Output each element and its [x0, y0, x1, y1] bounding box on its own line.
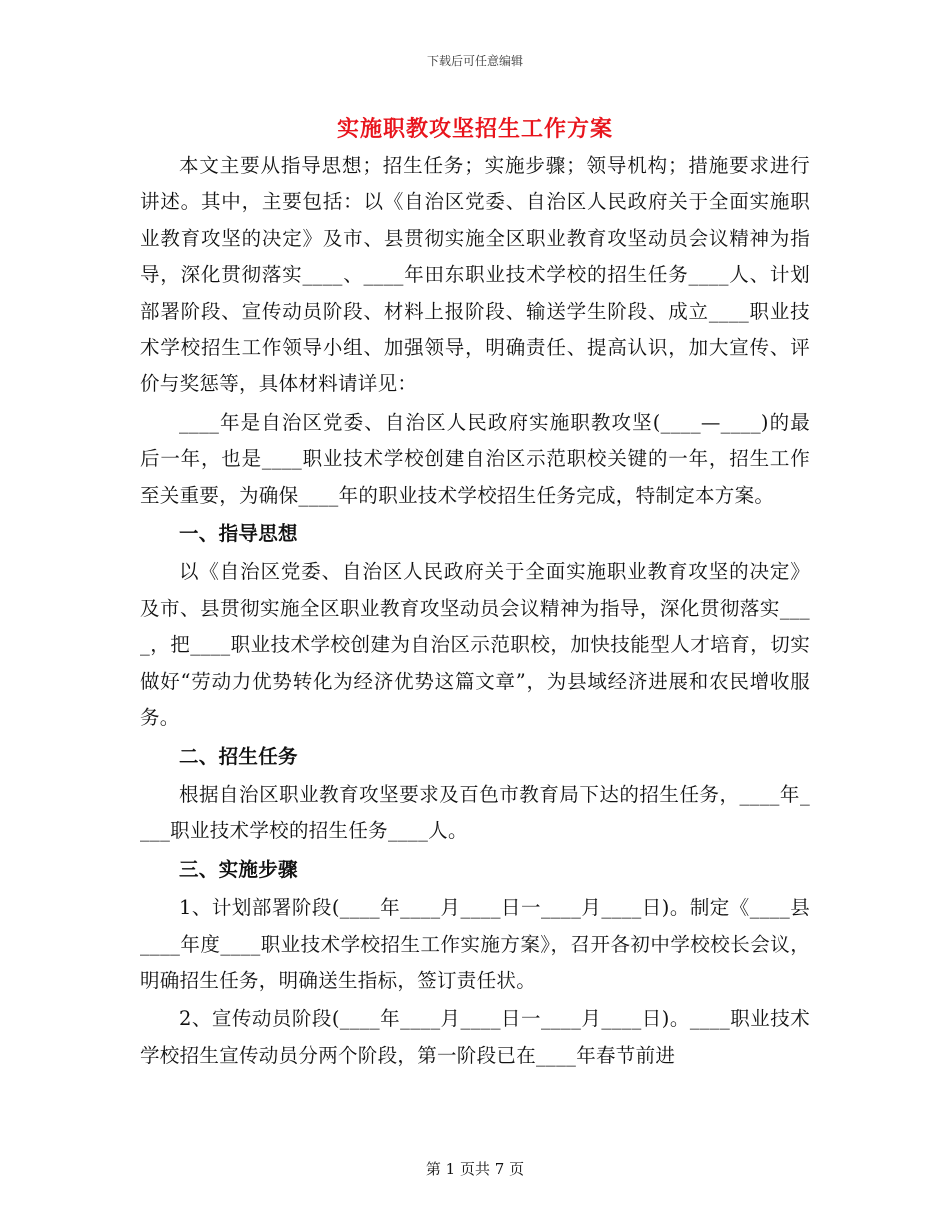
paragraph-step-publicity: 2、宣传动员阶段(____年____月____日一____月____日)。____职业技术学校招生宣传动员分两个阶段，第一阶段已在____年春节前进 — [140, 1007, 810, 1067]
section-heading-enrollment-task: 二、招生任务 — [179, 744, 298, 768]
paragraph-step-planning: 1、计划部署阶段(____年____月____日一____月____日)。制定《____县____年度____职业技术学校招生工作实施方案》，召开各初中学校校长会议，明确招生任务，明确送生指标，签订责任状。 — [140, 896, 810, 992]
page-number: 第 1 页共 7 页 — [425, 1160, 525, 1178]
header-note: 下载后可任意编辑 — [426, 54, 523, 68]
document-body — [140, 148, 810, 1076]
paragraph-summary: 本文主要从指导思想；招生任务；实施步骤；领导机构；措施要求进行讲述。其中，主要包括：以《自治区党委、自治区人民政府关于全面实施职业教育攻坚的决定》及市、县贯彻实施全区职业教育攻坚动员会议精神为指导，深化贯彻落实____、____年田东职业技术学校的招生任务____人、计划部署阶段、宣传动员阶段、材料上报阶段、输送学生阶段、成立____职业技术学校招生工作领导小组、加强领导，明确责任、提高认识，加大宣传、评价与奖惩等，具体材料请详见： — [140, 154, 810, 396]
document-title: 实施职教攻坚招生工作方案 — [336, 116, 613, 142]
paragraph-enrollment-task: 根据自治区职业教育攻坚要求及百色市教育局下达的招生任务，____年____职业技术学校的招生任务____人。 — [140, 782, 810, 843]
paragraph-intro: ____年是自治区党委、自治区人民政府实施职教攻坚(____—____)的最后一年，也是____职业技术学校创建自治区示范职校关键的一年，招生工作至关重要，为确保____年的职业技术学校招生任务完成，特制定本方案。 — [140, 410, 811, 507]
section-heading-guiding-ideology: 一、指导思想 — [179, 522, 298, 546]
paragraph-guiding-ideology: 以《自治区党委、自治区人民政府关于全面实施职业教育攻坚的决定》及市、县贯彻实施全区职业教育攻坚动员会议精神为指导，深化贯彻落实____，把____职业技术学校创建为自治区示范职校，加快技能型人才培育，切实做好“劳动力优势转化为经济优势这篇文章”，为县域经济进展和农民增收服务。 — [140, 560, 810, 730]
section-heading-implementation-steps: 三、实施步骤 — [179, 857, 298, 881]
